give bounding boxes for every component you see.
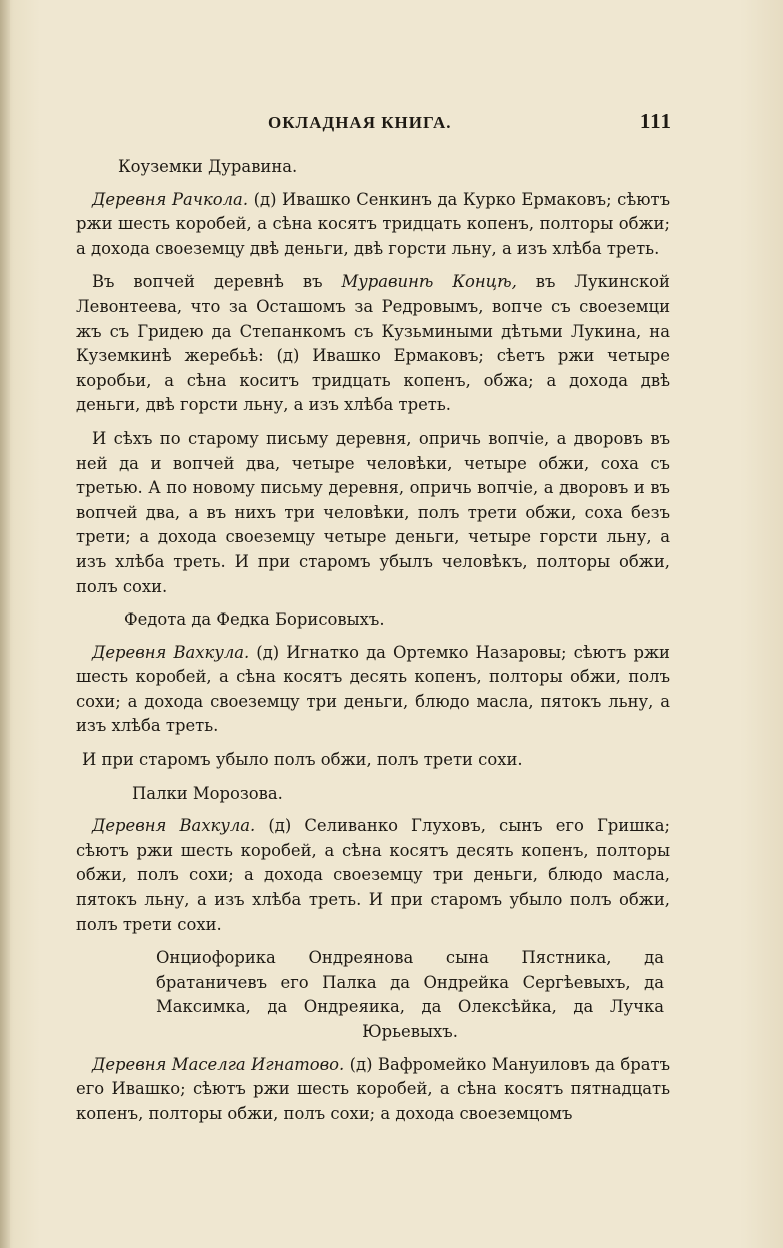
section-heading-kouzemki: Коуземки Дуравина.: [118, 157, 298, 176]
entry-vakhkula-2: [76, 814, 670, 937]
entry-text: въ Лукинской Левонтеева, что за Осташомъ за Редровымъ, вопче съ своеземци жъ съ Гридею да Степанкомъ съ Кузьмиными дѣтьми Лукина, на Куземкинѣ жеребьѣ: (д) Ивашко Ермаковъ; сѣетъ ржи четыре коробьи, а сѣна коситъ тридцать копенъ, обжа; а дохода двѣ деньги, двѣ горсти льну, а изъ хлѣба треть.: [76, 272, 670, 415]
entry-vakhkula-1: [76, 641, 670, 739]
village-name: Деревня Маселга Игнатово.: [92, 1054, 345, 1074]
village-name: Деревня Рачкола.: [92, 189, 249, 209]
village-name: Муравинѣ Концѣ,: [341, 272, 517, 292]
section-heading-fedota: Федота да Федка Борисовыхъ.: [124, 610, 385, 630]
summary-paragraph: И сѣхъ по старому письму деревня, опричь вопчіе, а дворовъ въ ней да и вопчей два, четыре человѣки, четыре обжи, соха съ третью. А по новому письму деревня, опричь вопчіе, а дворовъ и въ вопчей два, а въ нихъ три человѣки, полъ трети обжи, соха безъ трети; а дохода своеземцу четыре деньги, четыре горсти льну, а изъ хлѣба треть. И при старомъ убылъ человѣкъ, полторы обжи, полъ сохи.: [76, 428, 670, 596]
section-heading-ontsiforika: Онциофорика Ондреянова сына Пястника, да братаничевъ его Палка да Ондрейка Сергѣевыхъ, да Максимка, да Ондреяика, да Олексѣйка, да Лучка Юрьевыхъ.: [156, 948, 664, 1041]
entry-text: (д) Вафромейко Мануиловъ да братъ его Ивашко; сѣютъ ржи шесть коробей, а сѣна косятъ пятнадцать копенъ, полторы обжи, полъ сохи; а дохода своеземцомъ: [76, 1054, 670, 1123]
entry-text: (д) Селиванко Глуховъ, сынъ его Гришка; сѣютъ ржи шесть коробей, а сѣна косятъ десять копенъ, полторы обжи, полъ сохи; а дохода своеземцу три деньги, блюдо масла, пятокъ льну, а изъ хлѣба треть. И при старомъ убыло полъ обжи, полъ трети сохи.: [76, 816, 670, 934]
page-header: [70, 109, 680, 143]
section-heading-palki: Палки Морозова.: [132, 783, 283, 803]
entry-rachkola: [76, 188, 670, 262]
entry-text: (д) Ивашко Сенкинъ да Курко Ермаковъ; сѣютъ ржи шесть коробей, а сѣна косятъ тридцать копенъ, полторы обжи; а дохода своеземцу двѣ деньги, двѣ горсти льну, а изъ хлѣба треть.: [76, 189, 671, 258]
entry-maselga: [76, 1053, 670, 1127]
village-name: Деревня Вахкула.: [92, 642, 250, 662]
page-body: [76, 147, 670, 1126]
page-number: 111: [639, 109, 672, 133]
entry-text: (д) Игнатко да Ортемко Назаровы; сѣютъ ржи шесть коробей, а сѣна косятъ десять копенъ, полторы обжи, полъ сохи; а дохода своеземцу три деньги, блюдо масла, пятокъ льну, а изъ хлѣба треть.: [76, 642, 670, 736]
entry-text: Въ вопчей деревнѣ въ: [92, 272, 342, 292]
entry-muravin-konets: [76, 270, 670, 418]
running-title: ОКЛАДНАЯ КНИГА.: [268, 113, 452, 132]
book-spine-shadow: [0, 0, 10, 1248]
village-name: Деревня Вахкула.: [92, 816, 256, 836]
summary-paragraph: И при старомъ убыло полъ обжи, полъ трети сохи.: [82, 750, 523, 770]
